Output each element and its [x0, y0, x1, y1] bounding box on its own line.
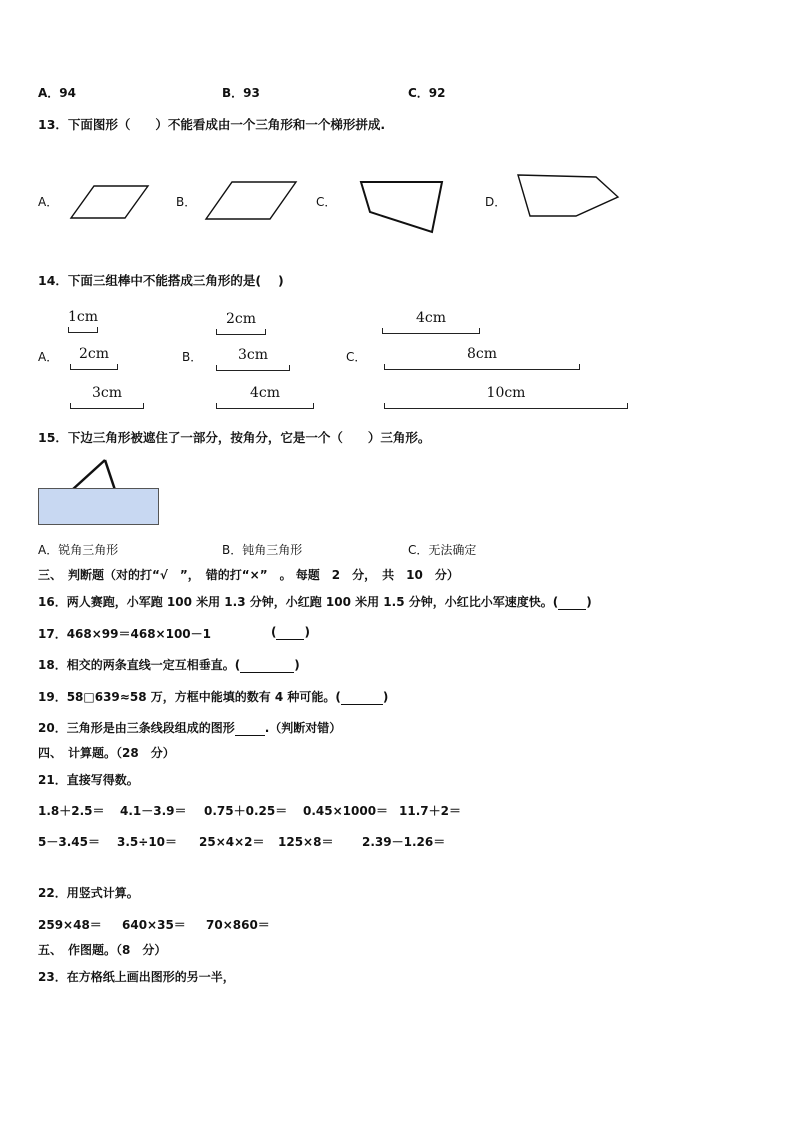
q21: 21．直接写得数。 — [38, 773, 139, 787]
q13-label-a: A． — [38, 195, 59, 209]
q13-shape-c-quadrilateral — [356, 176, 446, 236]
q17-answer-blank: ( ) — [271, 625, 310, 639]
q12-option-a: A．94 — [38, 86, 76, 100]
q15-option-b: B．钝角三角形 — [222, 543, 303, 557]
q14-stem: 14．下面三组棒中不能搭成三角形的是( ) — [38, 273, 284, 288]
q22: 22．用竖式计算。 — [38, 886, 139, 900]
q19: 19．58□639≈58 万，方框中能填的数有 4 种可能。( ) — [38, 690, 389, 704]
q13-label-b: B． — [176, 195, 197, 209]
q15-option-a: A．锐角三角形 — [38, 543, 119, 557]
q16: 16．两人赛跑，小军跑 100 米用 1.3 分钟，小红跑 100 米用 1.5 分钟，小红比小军速度快。( ) — [38, 595, 592, 609]
q14-label-a: A． — [38, 350, 59, 364]
q18: 18．相交的两条直线一定互相垂直。( ) — [38, 658, 300, 672]
q14-stick-a-2: 2cm — [70, 346, 118, 370]
q14-stick-a-3: 3cm — [70, 383, 144, 409]
q15-triangle-top — [60, 456, 130, 492]
q15-cover-rectangle — [38, 488, 159, 525]
calc-item: 259×48＝ — [38, 918, 102, 932]
calc-item: 70×860＝ — [206, 918, 270, 932]
q15-option-c: C．无法确定 — [408, 543, 477, 557]
q13-shape-d-pentagon — [514, 170, 624, 222]
calc-item: 1.8＋2.5＝ — [38, 804, 105, 818]
calc-item: 25×4×2＝ — [199, 835, 265, 849]
q14-stick-c-3: 10cm — [384, 380, 628, 409]
q14-label-c: C． — [346, 350, 367, 364]
q15-stem: 15．下边三角形被遮住了一部分，按角分，它是一个（ ）三角形。 — [38, 430, 431, 445]
q13-label-d: D． — [485, 195, 507, 209]
calc-item: 11.7＋2＝ — [399, 804, 461, 818]
section3-title: 三、 判断题（对的打“√ ”， 错的打“×” 。 每题 2 分， 共 10 分） — [38, 568, 459, 582]
calc-item: 125×8＝ — [278, 835, 334, 849]
q14-stick-c-1: 4cm — [382, 308, 480, 334]
q14-stick-c-2: 8cm — [384, 343, 580, 370]
q14-stick-a-1: 1cm — [68, 305, 98, 333]
q20: 20．三角形是由三条线段组成的图形 .（判断对错） — [38, 721, 342, 735]
q17: 17．468×99＝468×100－1 — [38, 627, 212, 641]
q13-stem: 13．下面图形（ ）不能看成由一个三角形和一个梯形拼成. — [38, 117, 386, 132]
q23: 23．在方格纸上画出图形的另一半， — [38, 970, 235, 984]
q12-option-b: B．93 — [222, 86, 260, 100]
q14-stick-b-1: 2cm — [216, 310, 266, 335]
calc-item: 5－3.45＝ — [38, 835, 100, 849]
q14-stick-b-2: 3cm — [216, 346, 290, 371]
section4-title: 四、 计算题。（28 分） — [38, 746, 175, 760]
calc-item: 2.39－1.26＝ — [362, 835, 446, 849]
q14-label-b: B． — [182, 350, 203, 364]
calc-item: 3.5÷10＝ — [117, 835, 178, 849]
q14-stick-b-3: 4cm — [216, 383, 314, 409]
calc-item: 4.1－3.9＝ — [120, 804, 187, 818]
calc-item: 640×35＝ — [122, 918, 186, 932]
section5-title: 五、 作图题。（8 分） — [38, 943, 167, 957]
calc-item: 0.75＋0.25＝ — [204, 804, 288, 818]
calc-item: 0.45×1000＝ — [303, 804, 389, 818]
q12-option-c: C．92 — [408, 86, 446, 100]
q13-shape-a-parallelogram — [66, 182, 152, 222]
q13-shape-b-parallelogram — [202, 179, 300, 223]
q13-label-c: C． — [316, 195, 337, 209]
